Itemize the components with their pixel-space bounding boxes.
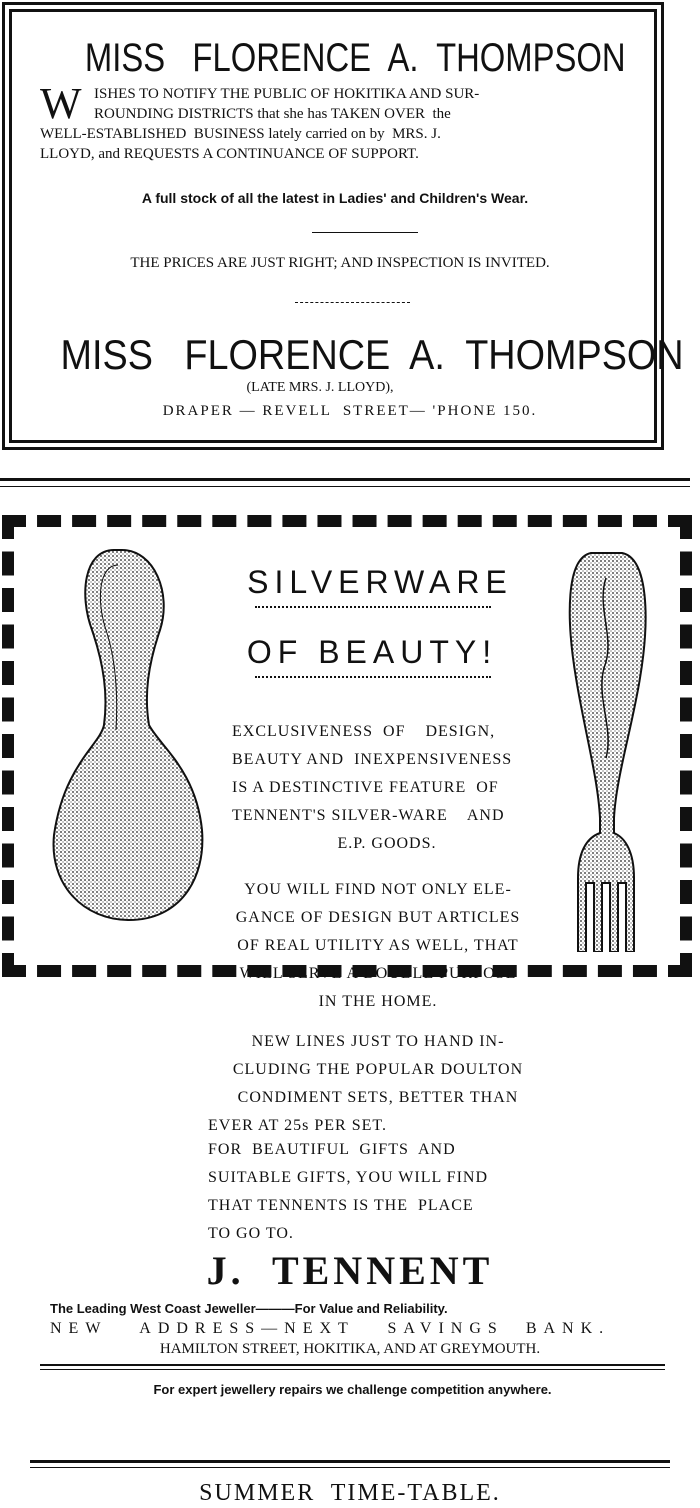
p2-line: WILL SERVE A DOUBLE PURPOSE [239, 965, 517, 982]
heading-underline-2 [255, 676, 491, 678]
paragraph-3 [208, 1028, 548, 1140]
stock-line: A full stock of all the latest in Ladies' and Children's Wear. [141, 190, 529, 206]
separator-rule-2 [30, 1460, 670, 1463]
fork-illustration [556, 548, 666, 952]
p1-line: BEAUTY AND INEXPENSIVENESS [232, 751, 513, 768]
late-line: (LATE MRS. J. LLOYD), [246, 380, 394, 395]
p3-line: CLUDING THE POPULAR DOULTON [232, 1061, 524, 1078]
tennent-rule [40, 1364, 665, 1366]
heading-silverware: SILVERWARE [247, 564, 513, 600]
separator-rule-2b [30, 1467, 670, 1468]
tennent-street: HAMILTON STREET, HOKITIKA, AND AT GREYMOUTH. [159, 1341, 541, 1357]
separator-rule-1b [0, 486, 690, 487]
tennent-new-address: NEW ADDRESS—NEXT SAVINGS BANK. [50, 1320, 611, 1337]
paragraph-1 [232, 718, 542, 858]
tennent-name: J. TENNENT [206, 1248, 494, 1293]
notice-line-3: WELL-ESTABLISHED BUSINESS lately carried on by MRS. J. [40, 126, 441, 142]
thompson-title-bottom: MISS FLORENCE A. THOMPSON [60, 331, 684, 378]
notice-line-4: LLOYD, and REQUESTS A CONTINUANCE OF SUPPORT. [40, 146, 419, 162]
p1-line: EXCLUSIVENESS OF DESIGN, [232, 723, 496, 740]
paragraph-4 [208, 1136, 548, 1248]
p1-line: E.P. GOODS. [337, 835, 437, 852]
prices-line: THE PRICES ARE JUST RIGHT; AND INSPECTION IS INVITED. [130, 255, 550, 271]
p1-line: TENNENT'S SILVER-WARE AND [232, 807, 505, 824]
spoon-illustration [44, 535, 214, 925]
p3-line: CONDIMENT SETS, BETTER THAN [237, 1089, 519, 1106]
p1-line: IS A DESTINCTIVE FEATURE OF [232, 779, 499, 796]
p2-line: OF REAL UTILITY AS WELL, THAT [237, 937, 519, 954]
thompson-title-top: MISS FLORENCE A. THOMPSON [84, 36, 626, 80]
p4-line: FOR BEAUTIFUL GIFTS AND [208, 1141, 456, 1158]
p4-line: THAT TENNENTS IS THE PLACE [208, 1197, 474, 1214]
drop-cap: W [40, 79, 82, 128]
tennent-repairs: For expert jewellery repairs we challenge competition anywhere. [153, 1382, 552, 1397]
divider-short-2 [295, 302, 410, 303]
p3-line: EVER AT 25s PER SET. [208, 1117, 387, 1134]
p3-line: NEW LINES JUST TO HAND IN- [251, 1033, 505, 1050]
p4-line: TO GO TO. [208, 1225, 294, 1242]
p2-line: IN THE HOME. [318, 993, 438, 1010]
paragraph-2 [208, 876, 548, 1016]
separator-rule-1 [0, 478, 690, 481]
address-line: DRAPER — REVELL STREET— 'PHONE 150. [162, 403, 538, 419]
heading-of-beauty: OF BEAUTY! [246, 634, 498, 670]
p2-line: GANCE OF DESIGN BUT ARTICLES [235, 909, 521, 926]
tennent-rule-b [40, 1369, 665, 1370]
p4-line: SUITABLE GIFTS, YOU WILL FIND [208, 1169, 488, 1186]
p2-line: YOU WILL FIND NOT ONLY ELE- [244, 881, 512, 898]
notice-line-2: ROUNDING DISTRICTS that she has TAKEN OVER the [94, 106, 451, 122]
divider-short-1 [312, 232, 418, 233]
notice-line-1: ISHES TO NOTIFY THE PUBLIC OF HOKITIKA AND SUR- [94, 86, 480, 102]
heading-underline-1 [255, 606, 491, 608]
summer-timetable-heading: SUMMER TIME-TABLE. [199, 1480, 501, 1506]
tennent-tagline: The Leading West Coast Jeweller———For Value and Reliability. [50, 1301, 448, 1316]
